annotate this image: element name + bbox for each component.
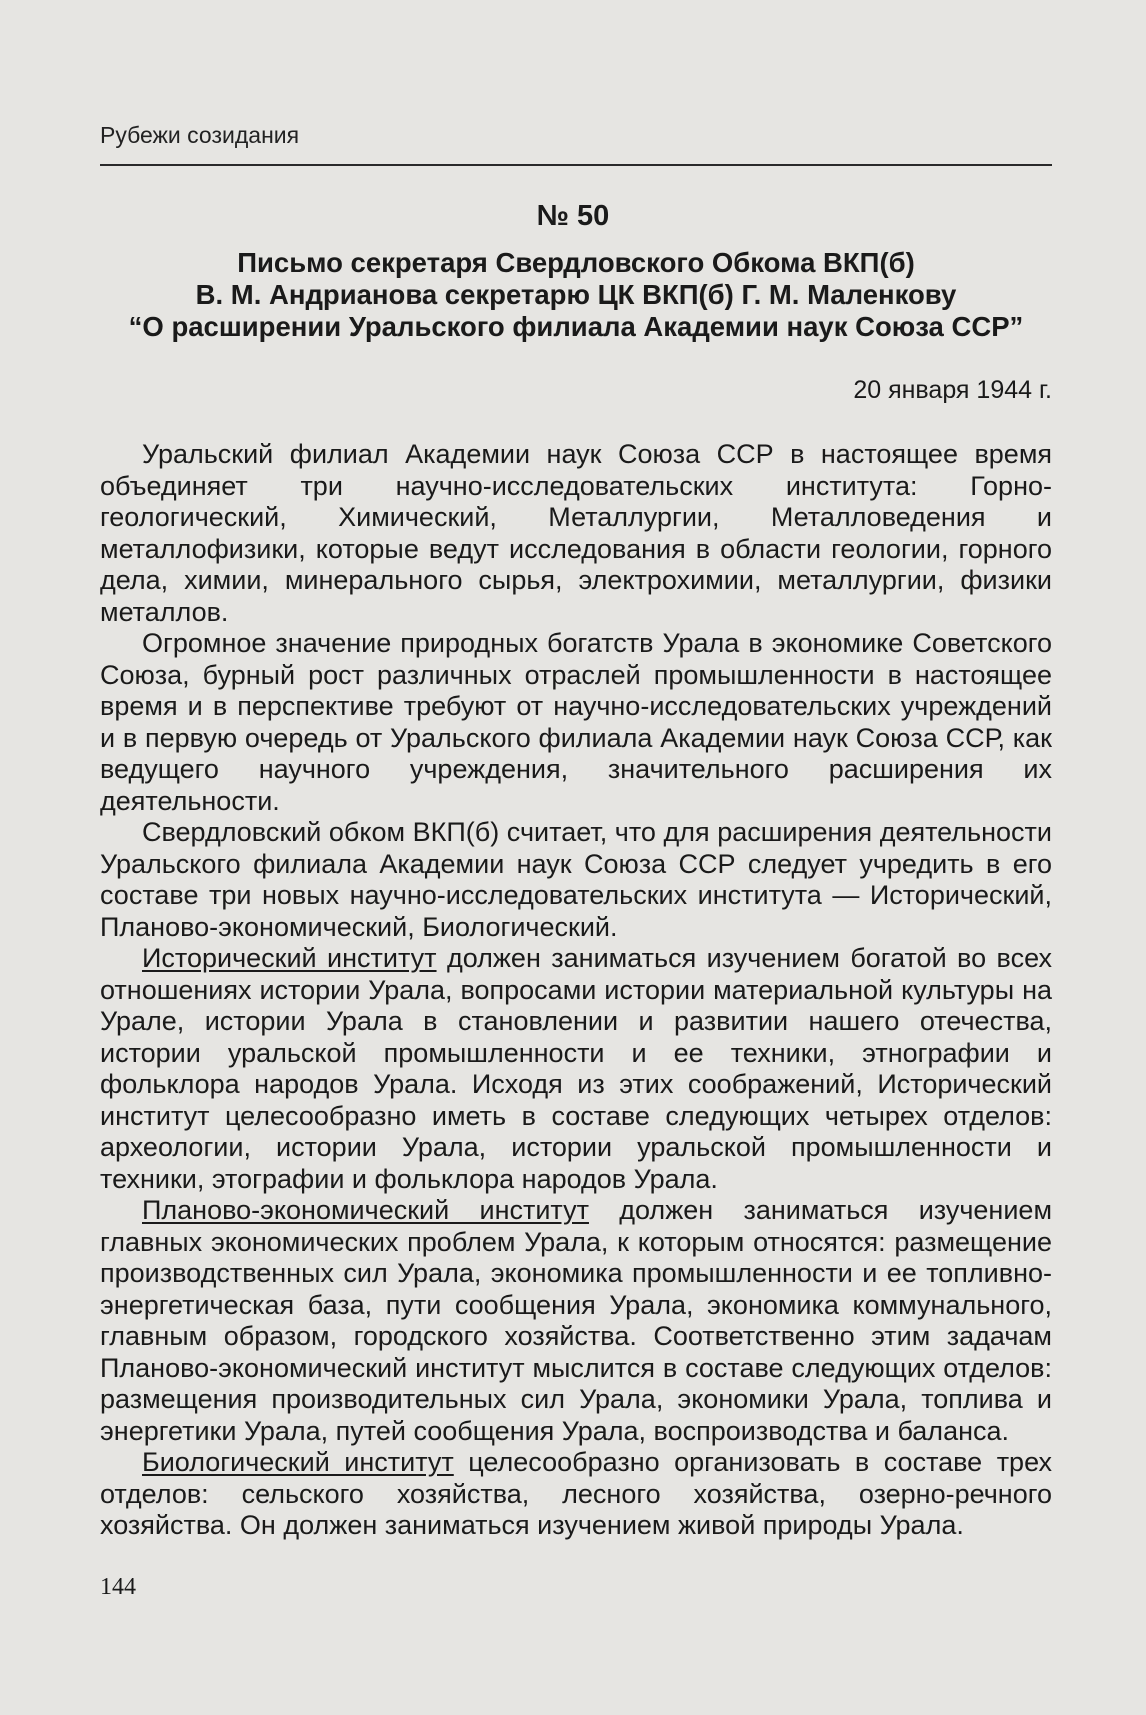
document-number: № 50 [536,200,610,232]
paragraph-biological-institute [100,1447,1052,1542]
paragraph-planning-institute [100,1195,1052,1447]
paragraph-historical-institute [100,943,1052,1195]
paragraph: Огромное значение природных богатств Урала в экономике Советского Союза, бурный рост различных отраслей промышленности в настоящее время и в перспективе требуют от научно-исследовательских учреждений и в первую очередь от Уральского филиала Академии наук Союза ССР, как ведущего научного учреждения, значительного расширения их деятельности. [100,628,1052,816]
header-rule [100,164,1052,166]
underlined-institute-name: Планово-экономический институт [142,1195,589,1225]
paragraph-text: целесообразно организовать в составе трех отделов: сельского хозяйства, лесного хозяйства, озерно-речного хозяйства. Он должен заниматься изучением живой природы Урала. [100,1447,1052,1540]
underlined-institute-name: Биологический институт [142,1447,454,1477]
document-title [100,247,1052,343]
underlined-institute-name: Исторический институт [142,943,437,973]
page-number: 144 [100,1574,136,1600]
title-line: В. М. Андрианова секретарю ЦК ВКП(б) Г. М. Маленкову [195,279,957,310]
document-date: 20 января 1944 г. [853,376,1052,404]
letter-body [100,439,1052,1542]
paragraph: Уральский филиал Академии наук Союза ССР в настоящее время объединяет три научно-исследовательских института: Горно-геологический, Химический, Металлургии, Металловедения и металлофизики, которые ведут исследования в области геологии, горного дела, химии, минерального сырья, электрохимии, металлургии, физики металлов. [100,439,1052,627]
paragraph-text: должен заниматься изучением главных экономических проблем Урала, к которым относятся: размещение производственных сил Урала, экономика промышленности и ее топливно-энергетическая база, пути сообщения Урала, экономика коммунального, главным образом, городского хозяйства. Соответственно этим задачам Планово-экономический институт мыслится в составе следующих отделов: размещения производительных сил Урала, экономики Урала, топлива и энергетики Урала, путей сообщения Урала, воспроизводства и баланса. [100,1195,1052,1446]
title-line: Письмо секретаря Свердловского Обкома ВКП(б) [237,247,915,278]
running-head: Рубежи созидания [100,122,300,148]
paragraph-text: должен заниматься изучением богатой во всех отношениях истории Урала, вопросами истории материальной культуры на Урале, истории Урала в становлении и развитии нашего отечества, истории уральской промышленности и ее техники, этнографии и фольклора народов Урала. Исходя из этих соображений, Исторический институт целесообразно иметь в составе следующих четырех отделов: археологии, истории Урала, истории уральской промышленности и техники, этографии и фольклора народов Урала. [100,943,1052,1194]
paragraph: Свердловский обком ВКП(б) считает, что для расширения деятельности Уральского филиала Академии наук Союза ССР следует учредить в его составе три новых научно-исследовательских института — Исторический, Планово-экономический, Биологический. [100,817,1052,942]
title-line: “О расширении Уральского филиала Академии наук Союза ССР” [128,311,1024,342]
